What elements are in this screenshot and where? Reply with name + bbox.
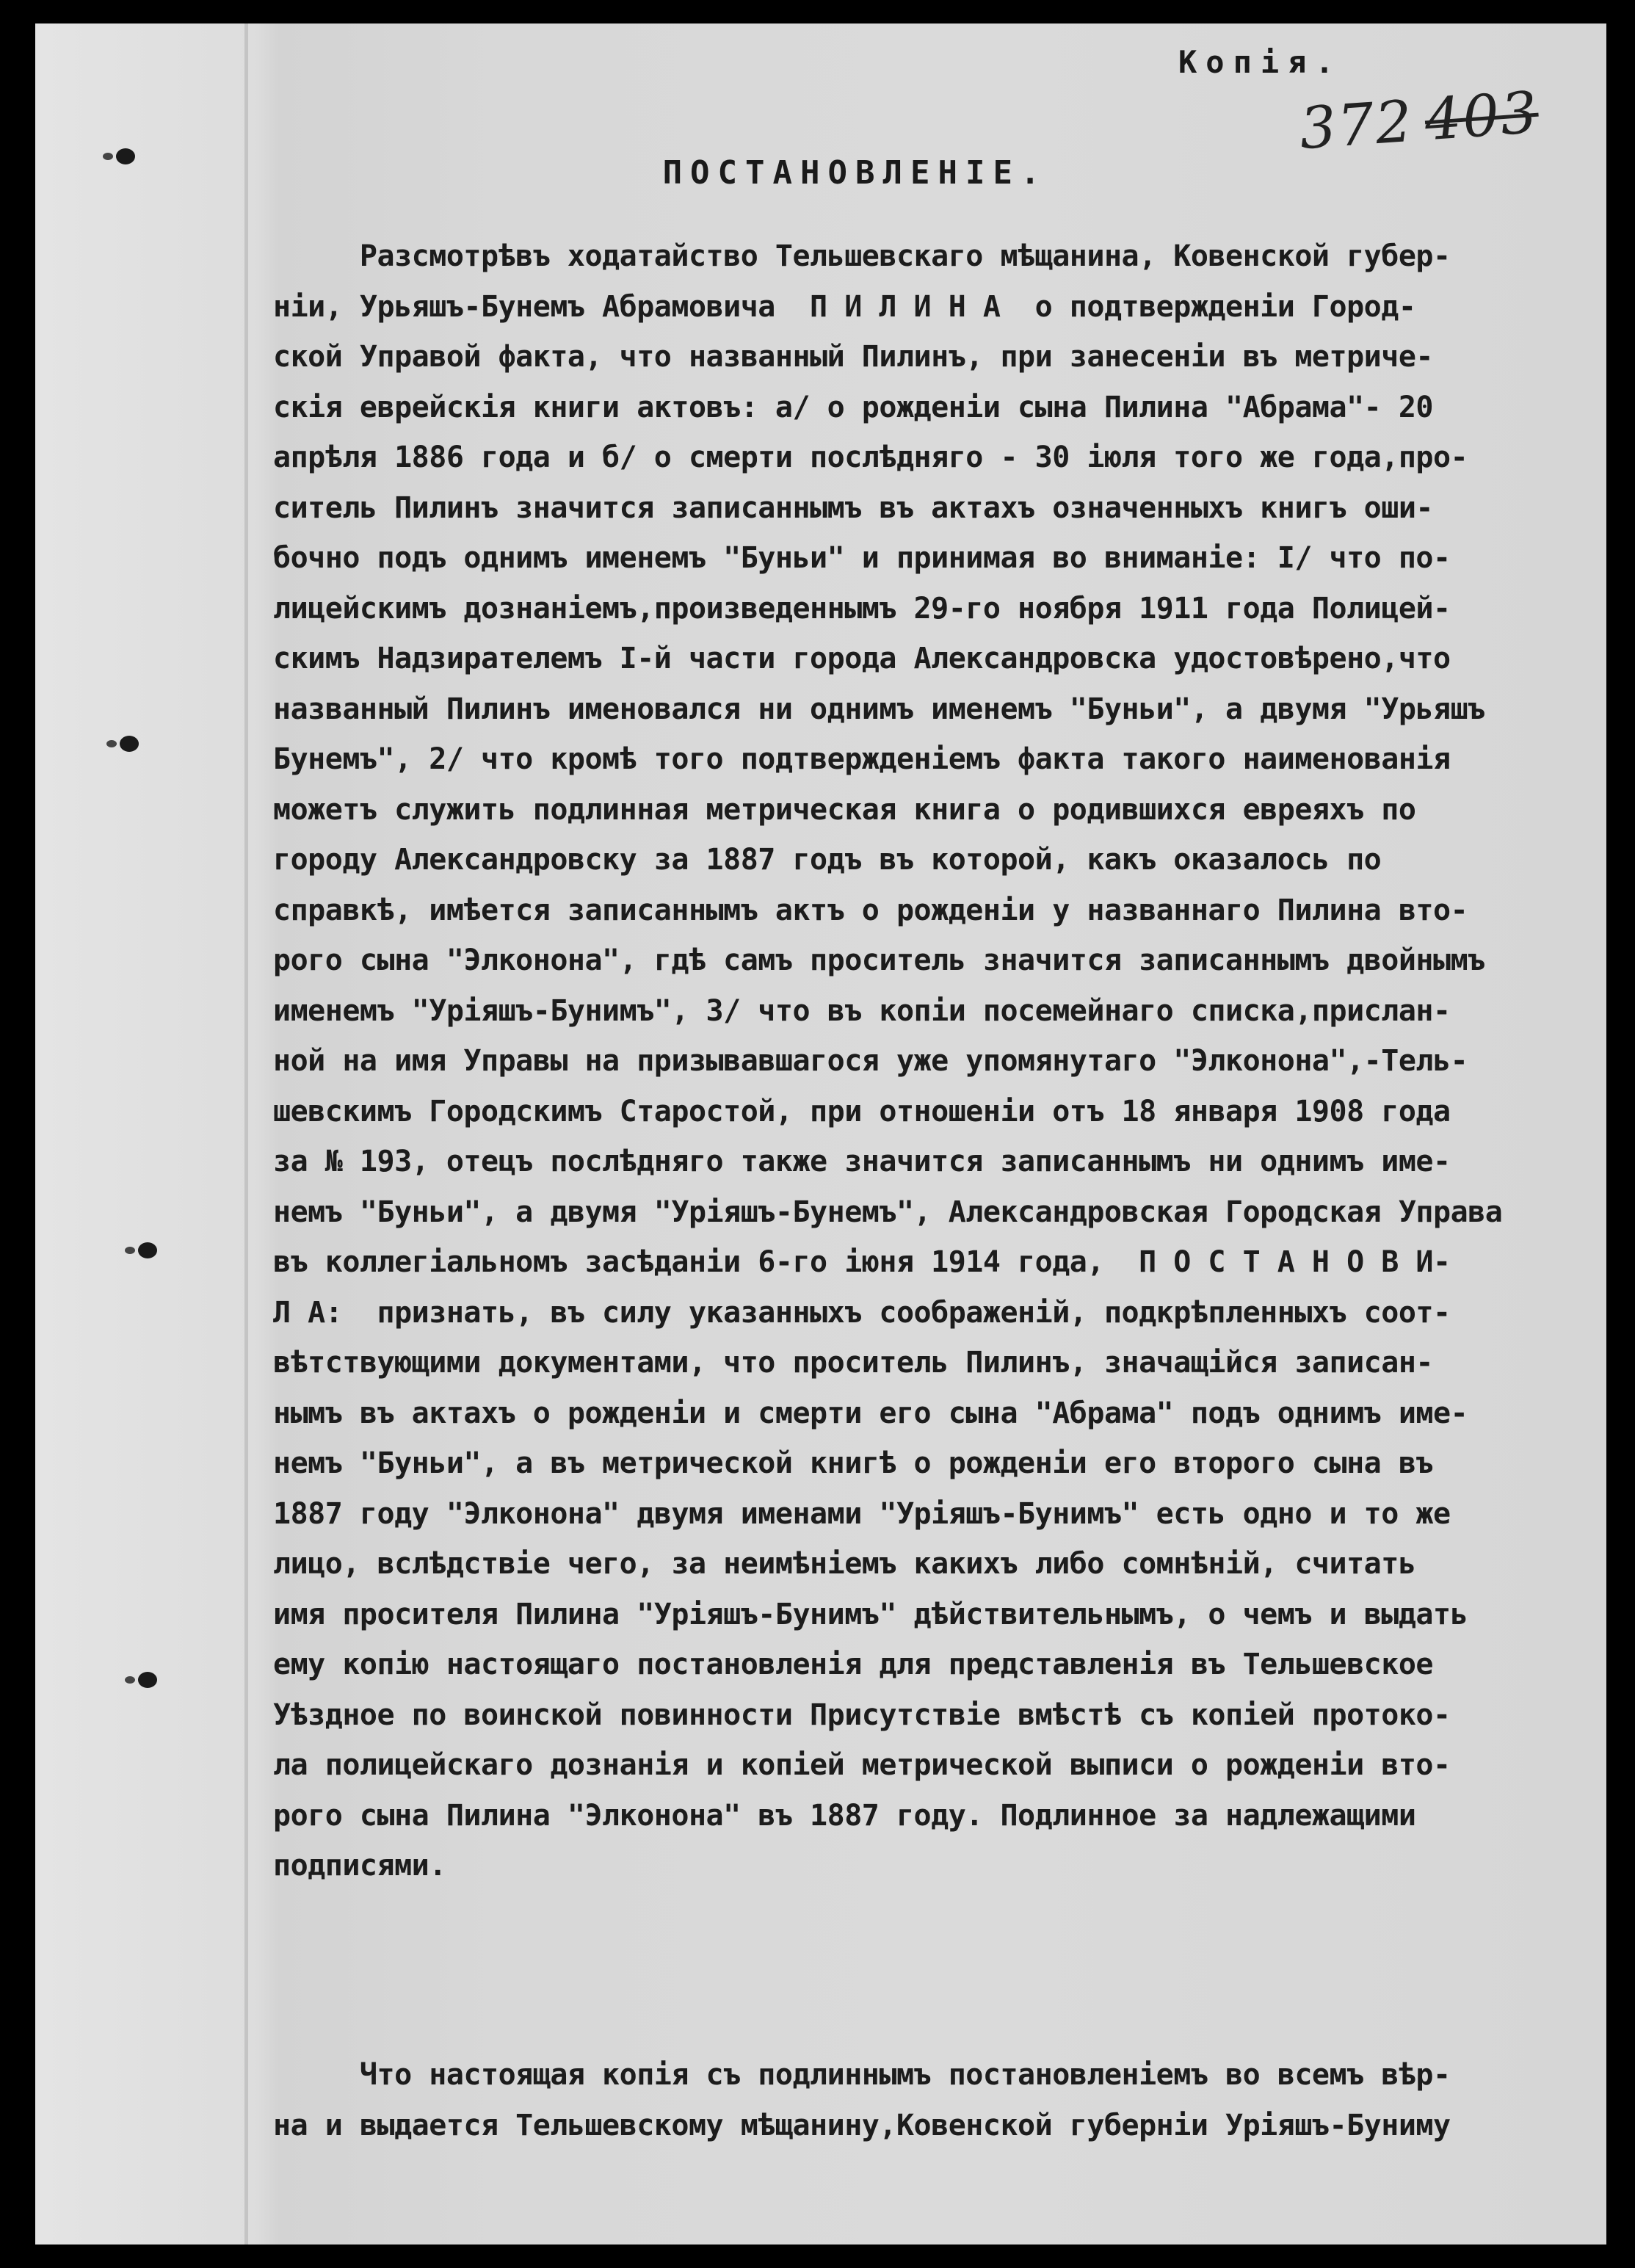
text-line: подписями. [273, 1849, 446, 1883]
text-line: лицо, вслѣдствiе чего, за неимѣнiемъ какихъ либо сомнѣнiй, считать [273, 1547, 1416, 1581]
text-line: Разсмотрѣвъ ходатайство Тельшевскаго мѣщанина, Ковенской губер- [273, 239, 1451, 273]
text-line: скимъ Надзирателемъ I-й части города Александровска удостовѣрено,что [273, 642, 1451, 675]
text-line: нымъ въ актахъ о рожденiи и смерти его сына "Абрама" подъ однимъ име- [273, 1396, 1468, 1430]
text-line: именемъ "Урiяшъ-Бунимъ", 3/ что въ копiи посемейнаго списка,прислан- [273, 993, 1451, 1028]
text-line: вѣтствующими документами, что проситель Пилинъ, значащiйся записан- [273, 1346, 1433, 1380]
text-line: ной на имя Управы на призывавшагося уже упомянутаго "Элконона",-Тель- [273, 1044, 1468, 1078]
archive-number-struck: 403 [1422, 79, 1541, 154]
text-line: 1887 году "Элконона" двумя именами "Урiяшъ-Бунимъ" есть одно и то же [273, 1496, 1451, 1531]
binding-hole [138, 1672, 157, 1688]
text-line: бочно подъ однимъ именемъ "Буньи" и принимая во вниманiе: I/ что по- [273, 541, 1451, 575]
text-line: ситель Пилинъ значится записаннымъ въ актахъ означенныхъ книгъ оши- [273, 490, 1433, 525]
text-line: рого сына "Элконона", гдѣ самъ проситель значится записаннымъ двойнымъ [273, 943, 1485, 977]
text-line: нiи, Урьяшъ-Бунемъ Абрамовича П И Л И Н А о подтвержденiи Город- [273, 289, 1416, 324]
text-line: немъ "Буньи", а въ метрической книгѣ о рожденiи его второго сына въ [273, 1446, 1433, 1480]
text-line: имя просителя Пилина "Урiяшъ-Бунимъ" дѣйствительнымъ, о чемъ и выдать [273, 1597, 1468, 1631]
text-line: Л А: признать, въ силу указанныхъ соображенiй, подкрѣпленныхъ соот- [273, 1295, 1451, 1330]
copy-mark: Копія. [1178, 44, 1343, 80]
binding-hole [120, 736, 139, 752]
text-line: за № 193, отецъ послѣдняго также значится записаннымъ ни однимъ име- [273, 1145, 1451, 1178]
paper-fold-line [244, 23, 248, 2245]
text-line: названный Пилинъ именовался ни однимъ именемъ "Буньи", а двумя "Урьяшъ [273, 692, 1485, 726]
text-line: рого сына Пилина "Элконона" въ 1887 году. Подлинное за надлежащими [273, 1798, 1416, 1833]
text-line: апрѣля 1886 года и б/ о смерти послѣдняго - 30 iюля того же года,про- [273, 441, 1468, 474]
text-line: въ коллегiальномъ засѣданiи 6-го iюня 1914 года, П О С Т А Н О В И- [273, 1245, 1451, 1279]
text-line: справкѣ, имѣется записаннымъ актъ о рожденiи у названнаго Пилина вто- [273, 893, 1468, 927]
text-line: Бунемъ", 2/ что кромѣ того подтвержденiемъ факта такого наименованiя [273, 742, 1451, 776]
text-line: ла полицейскаго дознанiя и копiей метрической выписи о рожденiи вто- [273, 1748, 1451, 1782]
text-line: скiя еврейскiя книги актовъ: а/ о рожденiи сына Пилина "Абрама"- 20 [273, 390, 1433, 424]
text-line: Уѣздное по воинской повинности Присутствiе вмѣстѣ съ копiей протоко- [273, 1698, 1451, 1732]
text-line: можетъ служить подлинная метрическая книга о родившихся евреяхъ по [273, 792, 1416, 827]
resolution-body [273, 231, 1602, 1891]
archive-number-current: 372 [1297, 88, 1416, 163]
document-title: ПОСТАНОВЛЕНІЕ. [662, 154, 1048, 192]
text-line: лицейскимъ дознанiемъ,произведеннымъ 29-го ноября 1911 года Полицей- [273, 591, 1451, 626]
text-line: ской Управой факта, что названный Пилинъ, при занесенiи въ метриче- [273, 340, 1433, 374]
text-line: немъ "Буньи", а двумя "Урiяшъ-Бунемъ", Александровская Городская Управа [273, 1195, 1503, 1229]
text-line: Что настоящая копiя съ подлиннымъ постановленiемъ во всемъ вѣр- [273, 2058, 1451, 2092]
certification-paragraph [273, 2050, 1602, 2151]
text-line: городу Александровску за 1887 годъ въ которой, какъ оказалось по [273, 843, 1382, 877]
binding-hole [116, 148, 135, 164]
text-line: на и выдается Тельшевскому мѣщанину,Ковенской губернiи Урiяшъ-Буниму [273, 2108, 1451, 2142]
text-line: ему копiю настоящаго постановленiя для представленiя въ Тельшевское [273, 1648, 1433, 1681]
binding-hole [138, 1242, 157, 1258]
text-line: шевскимъ Городскимъ Старостой, при отношенiи отъ 18 января 1908 года [273, 1094, 1451, 1128]
